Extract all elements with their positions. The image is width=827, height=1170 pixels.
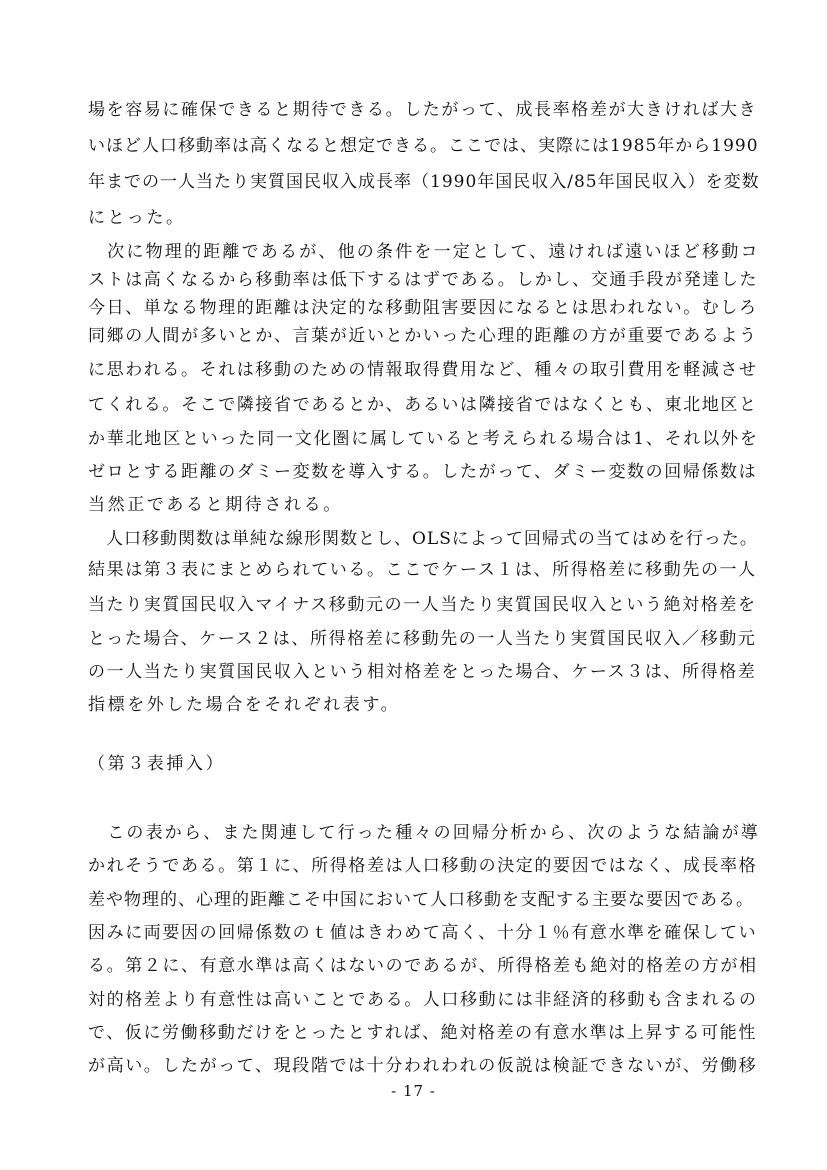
text-line: ストは高くなるから移動率は低下するはずである。しかし、交通手段が発達した [88, 270, 759, 290]
text-line: 因みに両要因の回帰係数のｔ値はきわめて高く、十分１％有意水準を確保してい [88, 923, 758, 943]
text-line: る。第２に、有意水準は高くはないのであるが、所得格差も絶対的格差の方が相 [88, 956, 758, 976]
text-line: にとった。 [88, 208, 186, 228]
page-number: - 17 - [391, 1082, 436, 1100]
text-line: 結果は第３表にまとめられている。ここでケース１は、所得格差に移動先の一人 [88, 560, 757, 580]
text-line: 場を容易に確保できると期待できる。したがって、成長率格差が大きければ大き [88, 100, 758, 120]
text-line: 差や物理的、心理的距離こそ中国において人口移動を支配する主要な要因である。 [88, 890, 754, 910]
text-line: かれそうである。第１に、所得格差は人口移動の決定的要因ではなく、成長率格 [88, 856, 758, 876]
text-line: の一人当たり実質国民収入という相対格差をとった場合、ケース３は、所得格差 [88, 662, 757, 682]
text-line: この表から、また関連して行った種々の回帰分析から、次のような結論が導 [88, 823, 760, 843]
table-insert-note: （第３表挿入） [88, 754, 226, 774]
text-line: 今日、単なる物理的距離は決定的な移動阻害要因になるとは思われない。むしろ [88, 298, 758, 318]
text-line: 当たり実質国民収入マイナス移動元の一人当たり実質国民収入という絶対格差を [88, 595, 757, 615]
text-line: 人口移動関数は単純な線形関数とし、OLSによって回帰式の当てはめを行った。 [88, 529, 758, 549]
text-line: に思われる。それは移動のための情報取得費用など、種々の取引費用を軽減させ [88, 360, 758, 380]
text-line: 同郷の人間が多いとか、言葉が近いとかいった心理的距離の方が重要であるよう [88, 326, 758, 346]
text-line: いほど人口移動率は高くなると想定できる。ここでは、実際には1985年から1990 [88, 136, 759, 156]
text-line: 当然正であると期待される。 [88, 495, 343, 515]
text-line: か華北地区といった同一文化圏に属していると考えられる場合は1、それ以外を [88, 429, 759, 449]
text-line: ゼロとする距離のダミー変数を導入する。したがって、ダミー変数の回帰係数は [88, 462, 758, 482]
text-line: で、仮に労働移動だけをとったとすれば、絶対格差の有意水準は上昇する可能性 [88, 1023, 757, 1043]
text-line: てくれる。そこで隣接省であるとか、あるいは隣接省ではなくとも、東北地区と [88, 395, 758, 415]
text-line: 対的格差より有意性は高いことである。人口移動には非経済的移動も含まれるの [88, 990, 758, 1010]
text-line: が高い。したがって、現段階では十分われわれの仮説は検証できないが、労働移 [88, 1056, 758, 1076]
text-line: 指標を外した場合をそれぞれ表す。 [88, 695, 401, 715]
text-line: 次に物理的距離であるが、他の条件を一定として、遠ければ遠いほど移動コ [88, 242, 760, 262]
text-line: とった場合、ケース２は、所得格差に移動先の一人当たり実質国民収入／移動元 [88, 629, 757, 649]
text-line: 年までの一人当たり実質国民収入成長率（1990年国民収入/85年国民収入）を変数 [88, 172, 760, 192]
